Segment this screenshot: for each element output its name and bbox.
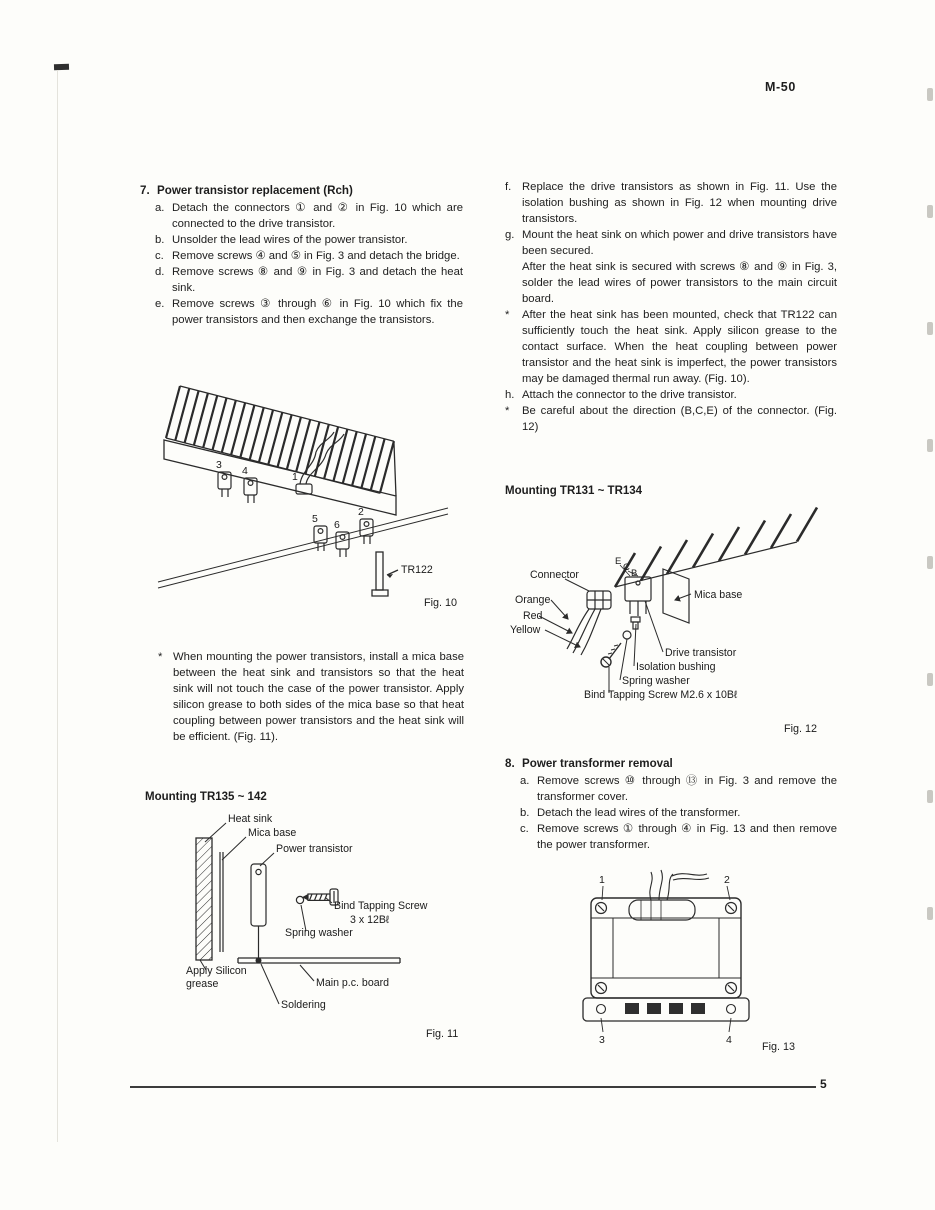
scan-artifact bbox=[927, 439, 933, 452]
list-item-c bbox=[520, 821, 837, 853]
fig11-label-mica-base: Mica base bbox=[248, 827, 297, 839]
fig12-spring-washer bbox=[623, 631, 631, 639]
fig11-label-heat-sink: Heat sink bbox=[228, 813, 273, 825]
list-item-h bbox=[505, 387, 837, 403]
fig13-lead-wires bbox=[650, 870, 709, 900]
fig11-mica-base bbox=[220, 852, 223, 952]
fig10-callout-5: 5 bbox=[312, 513, 318, 525]
fig10-callout-1: 1 bbox=[292, 471, 298, 483]
item-text: Remove screws ③ through ⑥ in Fig. 10 which fix the power transistors and then exchange the transistors. bbox=[172, 298, 463, 326]
scan-artifact bbox=[927, 205, 933, 218]
item-text: After the heat sink has been mounted, check that TR122 can sufficiently touch the heat sink. Apply silicon grease to the contact surface. When the heat coupling between power transistor and the heat sink is imperfect, the power transistors may be damaged thermal run away. (Fig. 10). bbox=[522, 309, 837, 385]
fig12-caption: Fig. 12 bbox=[784, 723, 818, 735]
fig10-callout-4: 4 bbox=[242, 465, 248, 477]
item-text: Remove screws ⑩ through ⑬ in Fig. 3 and remove the transformer cover. bbox=[537, 775, 837, 803]
item-text: Remove screws ④ and ⑤ in Fig. 3 and detach the bridge. bbox=[172, 250, 460, 262]
fig11-label-spring-washer: Spring washer bbox=[285, 927, 353, 939]
section-8-number: 8. bbox=[505, 757, 515, 770]
fig11-diagram bbox=[148, 808, 468, 1046]
section-8 bbox=[505, 756, 837, 853]
fig13-callout-3: 3 bbox=[599, 1034, 605, 1046]
fig10-connector-and-wires bbox=[296, 432, 344, 494]
list-item-a bbox=[155, 200, 463, 232]
fig12-diagram bbox=[505, 503, 837, 741]
fig12-label-drive-transistor: Drive transistor bbox=[665, 647, 737, 659]
section-7-heading bbox=[140, 183, 463, 199]
page-number: 5 bbox=[820, 1077, 827, 1091]
fig11-label-grease: grease bbox=[186, 978, 219, 990]
mounting-tr135-heading: Mounting TR135 ~ 142 bbox=[145, 791, 267, 803]
item-label: f. bbox=[505, 181, 512, 193]
fig10-callout-6: 6 bbox=[334, 519, 340, 531]
fig12-heat-sink-base bbox=[615, 542, 797, 587]
item-label: * bbox=[505, 309, 510, 321]
list-item-d bbox=[155, 264, 463, 296]
item-text: Attach the connector to the drive transistor. bbox=[522, 389, 737, 401]
item-text: Remove screws ⑧ and ⑨ in Fig. 3 and detach the heat sink. bbox=[172, 266, 463, 294]
fig11-spring-washer bbox=[296, 896, 303, 903]
list-item-c bbox=[155, 248, 463, 264]
fig13-callout-1: 1 bbox=[599, 874, 605, 886]
item-label: c. bbox=[520, 823, 529, 835]
fig11-label-bind-tapping-screw: Bind Tapping Screw bbox=[334, 900, 428, 912]
model-number: M-50 bbox=[765, 80, 796, 94]
mounting-tr131-heading: Mounting TR131 ~ TR134 bbox=[505, 485, 643, 497]
fig11-caption: Fig. 11 bbox=[426, 1028, 459, 1040]
note-text: When mounting the power transistors, install a mica base between the heat sink and transistors so that the heat sink will not touch the case of the power transistor. Apply silicon grease to both sides of the mica base so that heat coupling between power transistors and the heat sink will be efficient. (Fig. 11). bbox=[173, 651, 464, 743]
fig11-power-transistor bbox=[251, 864, 266, 958]
fig12-label-yellow: Yellow bbox=[510, 624, 541, 636]
item-text: Replace the drive transistors as shown in Fig. 11. Use the isolation bushing as shown in Fig. 12 when mounting drive transistors. bbox=[522, 181, 837, 225]
list-item-g bbox=[505, 227, 837, 307]
section-8-title: Power transformer removal bbox=[522, 757, 673, 770]
fig11-heat-sink-wall bbox=[196, 838, 212, 960]
item-text: Detach the connectors ① and ② in Fig. 10 which are connected to the drive transistor. bbox=[172, 202, 463, 230]
fig10-tr122-bracket bbox=[372, 552, 398, 596]
fig13-coil-bobbin bbox=[629, 900, 695, 920]
item-label: a. bbox=[520, 775, 530, 787]
fig11-solder-blob bbox=[256, 958, 262, 964]
fig10-diagram bbox=[150, 372, 470, 620]
fig11-screw bbox=[302, 889, 338, 905]
fig12-label-connector: Connector bbox=[530, 569, 579, 581]
fig13-base-bracket bbox=[583, 998, 749, 1021]
item-label: d. bbox=[155, 266, 165, 278]
page-edge-line bbox=[57, 70, 58, 1142]
item-label: b. bbox=[155, 234, 165, 246]
section-7 bbox=[140, 183, 463, 328]
item-label: a. bbox=[155, 202, 165, 214]
fig10-caption: Fig. 10 bbox=[424, 597, 458, 609]
item-label: g. bbox=[505, 229, 515, 241]
fig13-transformer-body bbox=[591, 898, 741, 998]
scan-artifact bbox=[927, 322, 933, 335]
fig13-callout-leaders bbox=[601, 886, 731, 1032]
fig10-part-label: TR122 bbox=[401, 564, 433, 576]
fig13-callout-2: 2 bbox=[724, 874, 730, 886]
item-text: After the heat sink is secured with screws ⑧ and ⑨ in Fig. 3, solder the lead wires of power transistors to the main circuit board. bbox=[522, 261, 837, 305]
item-text: Detach the lead wires of the transformer. bbox=[537, 807, 741, 819]
fig11-label-apply-silicon: Apply Silicon bbox=[186, 965, 247, 977]
list-item-b bbox=[520, 805, 837, 821]
list-item-e bbox=[155, 296, 463, 328]
figure-10 bbox=[150, 372, 470, 620]
fig12-pin-b: B bbox=[631, 568, 638, 579]
section-7-right bbox=[505, 179, 837, 435]
scan-artifact bbox=[927, 907, 933, 920]
item-text: Remove screws ① through ④ in Fig. 13 and then remove the power transformer. bbox=[537, 823, 837, 851]
fig12-connector bbox=[567, 591, 611, 655]
list-item-f bbox=[505, 179, 837, 227]
item-text: Unsolder the lead wires of the power transistor. bbox=[172, 234, 408, 246]
item-label: c. bbox=[155, 250, 164, 262]
fig12-pin-e: E bbox=[615, 556, 622, 567]
fig12-label-spring-washer: Spring washer bbox=[622, 675, 690, 687]
note-asterisk: * bbox=[158, 651, 163, 663]
scan-artifact bbox=[927, 790, 933, 803]
figure-13 bbox=[577, 868, 807, 1058]
fig11-label-power-transistor: Power transistor bbox=[276, 843, 353, 855]
item-label: b. bbox=[520, 807, 530, 819]
note-item-heat-sink bbox=[505, 307, 837, 387]
fig13-callout-4: 4 bbox=[726, 1034, 732, 1046]
fig11-label-main-pc-board: Main p.c. board bbox=[316, 977, 390, 989]
scan-artifact bbox=[927, 673, 933, 686]
fig11-pc-board bbox=[238, 958, 400, 963]
scan-artifact bbox=[927, 88, 933, 101]
fig12-label-bind-tapping-screw: Bind Tapping Screw M2.6 x 10Bℓ bbox=[584, 689, 738, 701]
fig11-label-screw-size: 3 x 12Bℓ bbox=[350, 914, 390, 926]
footer-rule bbox=[130, 1086, 816, 1088]
fig13-diagram bbox=[577, 868, 807, 1058]
list-item-a bbox=[520, 773, 837, 805]
fig10-callout-3: 3 bbox=[216, 459, 222, 471]
list-item-b bbox=[155, 232, 463, 248]
section-7-number: 7. bbox=[140, 184, 150, 197]
fig11-label-soldering: Soldering bbox=[281, 999, 326, 1011]
section-8-heading bbox=[505, 756, 837, 772]
fig12-screw bbox=[601, 643, 621, 667]
fig12-label-red: Red bbox=[523, 610, 543, 622]
fig12-pin-c: C bbox=[623, 562, 630, 573]
fig12-label-isolation-bushing: Isolation bushing bbox=[636, 661, 716, 673]
fig12-label-orange: Orange bbox=[515, 594, 551, 606]
fig12-label-mica-base: Mica base bbox=[694, 589, 743, 601]
figure-12 bbox=[505, 503, 837, 741]
item-text: Be careful about the direction (B,C,E) of the connector. (Fig. 12) bbox=[522, 405, 837, 433]
item-text: Mount the heat sink on which power and drive transistors have been secured. bbox=[522, 229, 837, 257]
fig12-heat-sink-fins bbox=[615, 508, 817, 588]
item-label: * bbox=[505, 405, 510, 417]
item-label: h. bbox=[505, 389, 515, 401]
item-label: e. bbox=[155, 298, 165, 310]
fig10-heat-sink-fins bbox=[166, 386, 394, 493]
figure-11 bbox=[148, 808, 468, 1046]
section-7-title: Power transistor replacement (Rch) bbox=[157, 184, 353, 197]
fig13-caption: Fig. 13 bbox=[762, 1041, 796, 1053]
note-item-direction bbox=[505, 403, 837, 435]
note-mounting-mica bbox=[158, 649, 464, 745]
f13-corner-screws bbox=[596, 903, 737, 994]
scan-artifact bbox=[927, 556, 933, 569]
fig10-callout-2: 2 bbox=[358, 506, 364, 518]
